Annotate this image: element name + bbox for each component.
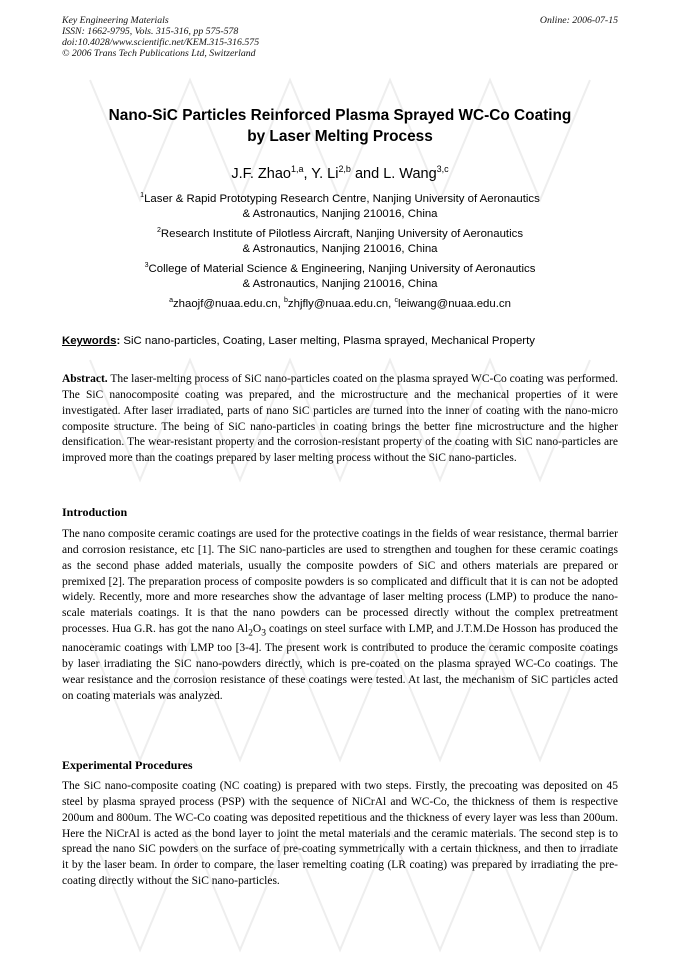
email-link[interactable]: zhaojf@nuaa.edu.cn: [172, 298, 278, 310]
author-wang-marker: 3,c: [436, 164, 449, 175]
affiliation-1: [62, 192, 618, 222]
introduction-text: coatings on steel surface with LMP, and J.T.M.De Hosson has produced the nanoceramic coatings with LMP too [3-4]. The present work is contributed to produce the ceramic composite coatings by laser irradiating the SiC nano-powders directly, which is pre-coated on the plasma sprayed WC-Co coatings. The wear resistance and the corrosion resistance of these coatings were tested. At last, the mechanism of SiC particles acted on coating materials was analyzed.: [62, 623, 618, 702]
paper-title: [62, 105, 618, 147]
online-date: Online: 2006-07-15: [539, 15, 618, 26]
introduction-heading: Introduction: [62, 505, 128, 519]
affiliation-line: Research Institute of Pilotless Aircraft, Nanjing University of Aeronautics: [160, 228, 524, 240]
email-marker: a: [169, 297, 173, 305]
author-wang: L. Wang: [383, 166, 437, 182]
subscript: 2: [248, 627, 253, 639]
email-separator: ,: [388, 298, 395, 310]
experimental-paragraph: The SiC nano-composite coating (NC coating) is prepared with two steps. Firstly, the precoating was deposited on 45 steel by plasma sprayed process (PSP) with the sequence of NiCrAl and WC-Co, the thickness of them is respective 200um and 800um. The WC-Co coating was deposited repetitious and the thickness of every layer was less than 200um. Here the NiCrAl is acted as the bond layer to joint the metal materials and the ceramic materials. The second step is to spread the nano SiC powders on the surface of pre-coating symmetrically with a certain thickness, and then to irradiate it by the laser beam. In order to compare, the laser remelting coating (LR coating) was prepared by irradiating the pre-coating directly without the SiC nano-particles.: [62, 780, 618, 888]
author-li-marker: 2,b: [338, 164, 351, 175]
introduction-text: The nano composite ceramic coatings are used for the protective coatings in the fields of wear resistance, thermal barrier and corrosion resistance, etc [1]. The SiC nano-particles are used to strengthen and toughen for these ceramic coatings as the second phase added materials, usually the composite powders of SiC and others materials are prepared or premixed [2]. The preparation process of composite powders is so complicated and difficult that it is can not be adopted widely. Recently, more and more researches show the advantage of laser melting process (LMP) to produce the nano-scale materials coatings. It is that the nano powders can be processed directly without the complex pretreatment processes. Hua G.R. has got the nano Al: [62, 528, 618, 636]
issn-line: ISSN: 1662-9795, Vols. 315-316, pp 575-578: [62, 26, 239, 37]
affiliation-number: 3: [144, 262, 149, 270]
keywords-line: [62, 334, 618, 349]
author-zhao-marker: 1,a: [290, 164, 304, 175]
title-line-1: Nano-SiC Particles Reinforced Plasma Sprayed WC-Co Coating: [108, 107, 572, 124]
introduction-paragraph: [62, 527, 618, 705]
email-marker: b: [284, 297, 288, 305]
author-list: [62, 164, 618, 184]
email-link[interactable]: leiwang@nuaa.edu.cn: [398, 298, 511, 310]
author-separator: ,: [303, 166, 312, 182]
copyright-line: © 2006 Trans Tech Publications Ltd, Switzerland: [62, 48, 256, 59]
journal-name: Key Engineering Materials: [62, 15, 169, 26]
affiliation-line: & Astronautics, Nanjing 210016, China: [242, 278, 438, 290]
email-list: [62, 297, 618, 312]
affiliation-number: 2: [156, 227, 161, 235]
author-li: Y. Li: [311, 166, 339, 182]
affiliation-number: 1: [140, 192, 145, 200]
doi-link[interactable]: doi:10.4028/www.scientific.net/KEM.315-316.575: [62, 37, 260, 48]
abstract-paragraph: [62, 372, 618, 467]
abstract-text: The laser-melting process of SiC nano-particles coated on the plasma sprayed WC-Co coating was performed. The SiC nanocomposite coating was prepared, and the microstructure and the mechanical properties of it were investigated. After laser irradiated, parts of nano SiC particles are turned into the inner of coating with the nano-micro composite structure. The being of SiC nano-particles in coating brings the better fine microstructure and the higher densification. The wear-resistant property and the corrosion-resistant property of the coating with SiC nano-particles are improved more than the coatings prepared by laser melting process without the SiC nano-particles.: [62, 373, 618, 465]
affiliation-line: College of Material Science & Engineering, Nanjing University of Aeronautics: [148, 263, 536, 275]
keywords-colon: :: [116, 335, 121, 347]
affiliation-line: & Astronautics, Nanjing 210016, China: [242, 208, 438, 220]
experimental-heading: Experimental Procedures: [62, 758, 193, 772]
subscript: 3: [261, 627, 267, 639]
affiliation-2: [62, 227, 618, 257]
abstract-label: Abstract.: [62, 373, 108, 385]
publication-header: [62, 15, 618, 59]
introduction-text: O: [252, 623, 262, 636]
title-line-2: by Laser Melting Process: [247, 128, 433, 145]
author-separator: and: [350, 166, 384, 182]
keywords-label: Keywords: [62, 335, 117, 347]
email-separator: ,: [277, 298, 284, 310]
email-link[interactable]: zhjfly@nuaa.edu.cn: [287, 298, 389, 310]
affiliation-line: Laser & Rapid Prototyping Research Centre, Nanjing University of Aeronautics: [144, 193, 540, 205]
email-marker: c: [394, 297, 399, 305]
keywords-text: SiC nano-particles, Coating, Laser melting, Plasma sprayed, Mechanical Property: [120, 335, 535, 347]
affiliation-3: [62, 262, 618, 292]
author-zhao: J.F. Zhao: [231, 166, 291, 182]
affiliation-line: & Astronautics, Nanjing 210016, China: [242, 243, 438, 255]
